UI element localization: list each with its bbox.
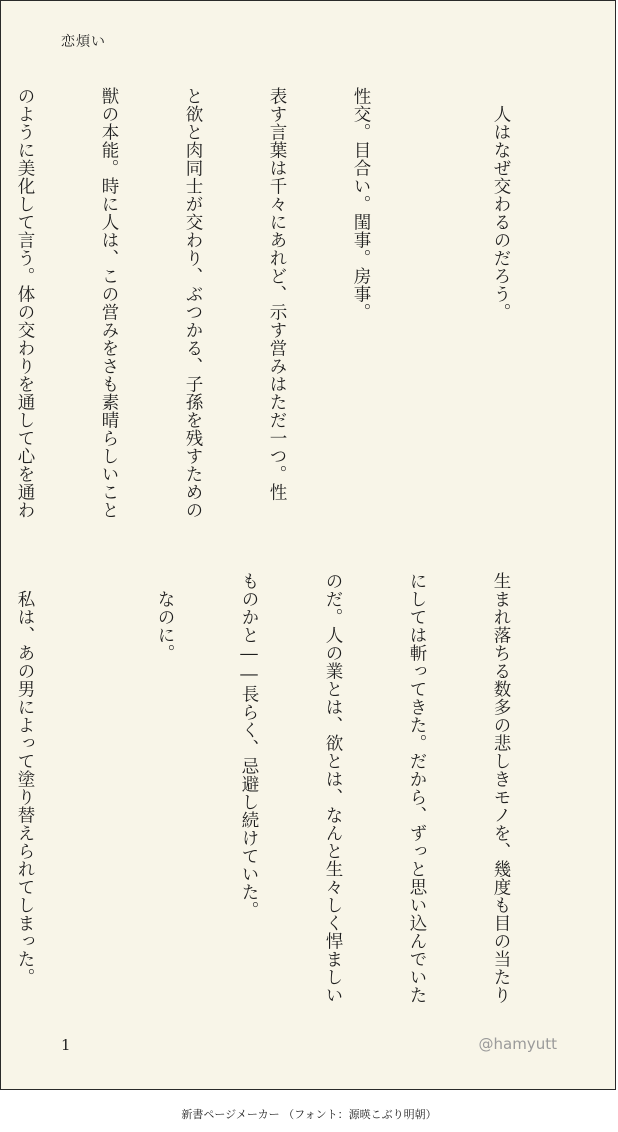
text-line: のように美化して言う。体の交わりを通して心を通わ: [15, 87, 35, 519]
text-column-bottom: [0, 572, 571, 1004]
author-handle: @hamyutt: [478, 1035, 557, 1053]
text-line: 私は、あの男によって塗り替えられてしまった。: [15, 572, 35, 986]
footer-caption: 新書ページメーカー （フォント：源暎こぶり明朝）: [181, 1108, 437, 1121]
text-line: 獣の本能。時に人は、この営みをさも素晴らしいこと: [99, 87, 119, 519]
text-line: 表す言葉は千々にあれど、示す営みはただ一つ。性: [267, 87, 287, 501]
text-column-top: [0, 87, 571, 547]
text-line: のだ。人の業とは、欲とは、なんと生々しく悍ましい: [323, 572, 343, 1004]
text-line: 生まれ落ちる数多の悲しきモノを、幾度も目の当たり: [491, 572, 511, 1004]
text-line: 人はなぜ交わるのだろう。: [491, 87, 511, 321]
text-line: 性交。目合い。閨事。房事。: [351, 87, 371, 321]
text-line: なのに。: [155, 572, 175, 662]
page-title: 恋煩い: [61, 34, 106, 50]
text-line: にしては斬ってきた。だから、ずっと思い込んでいた: [407, 572, 427, 1004]
text-line: ものかと――長らく、忌避し続けていた。: [239, 572, 259, 919]
text-line: と欲と肉同士が交わり、ぶつかる、子孫を残すための: [183, 87, 203, 519]
page-number: 1: [61, 1036, 71, 1054]
